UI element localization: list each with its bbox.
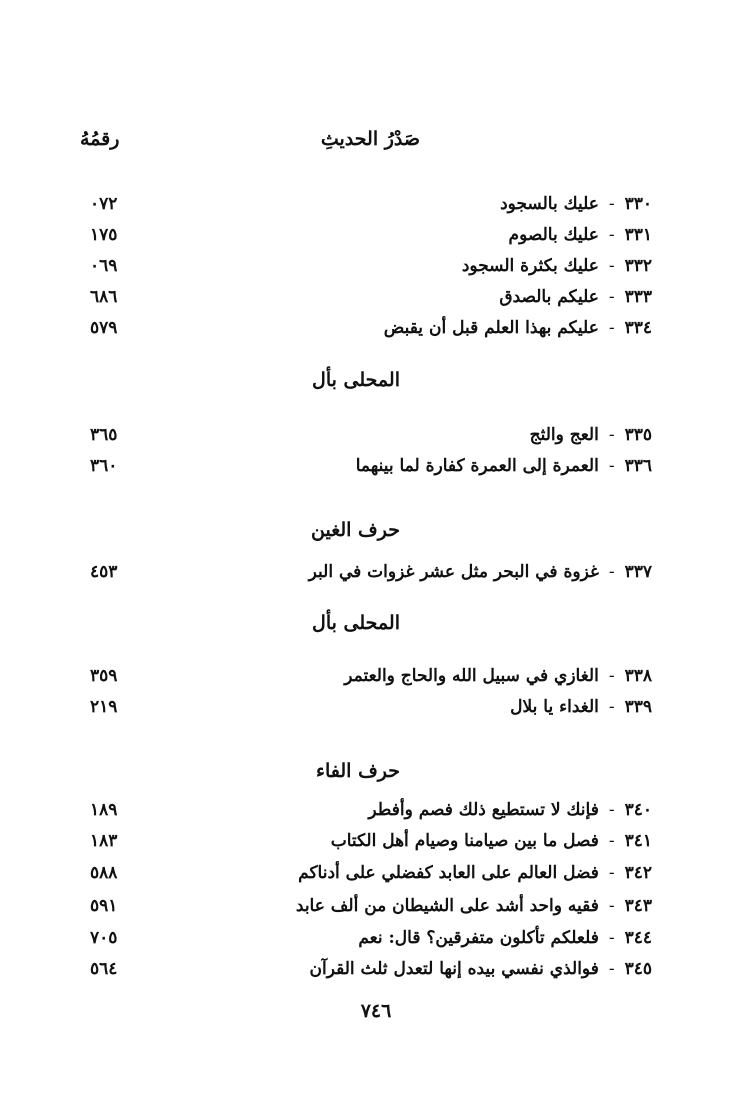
entry-title: الغازي في سبيل الله والحاج والعتمر xyxy=(344,666,599,686)
entry-text: ٣٣٩-الغداء يا بلال xyxy=(510,697,652,717)
index-row xyxy=(80,225,652,255)
entry-index: ٣٣٤ xyxy=(624,318,652,338)
entry-title: فقيه واحد أشد على الشيطان من ألف عابد xyxy=(295,896,599,916)
entry-index: ٣٤٢ xyxy=(624,863,652,883)
entry-index: ٣٤١ xyxy=(624,831,652,851)
entry-index: ٣٣١ xyxy=(624,225,652,245)
entry-text: ٣٣٤-عليكم بهذا العلم قبل أن يقبض xyxy=(383,318,652,338)
entry-text: ٣٤٢-فضل العالم على العابد كفضلي على أدناكم xyxy=(298,863,652,883)
entry-text: ٣٤٣-فقيه واحد أشد على الشيطان من ألف عابد xyxy=(295,896,652,916)
entry-text: ٣٣٢-عليك بكثرة السجود xyxy=(461,256,652,276)
entry-title: الغداء يا بلال xyxy=(510,697,599,717)
entry-index: ٣٣٦ xyxy=(624,456,652,476)
index-row xyxy=(80,863,652,893)
entry-page-number: ٣٦٥ xyxy=(90,425,118,445)
page-number: ٧٤٦ xyxy=(360,1000,392,1022)
entry-title: عليك بالسجود xyxy=(500,194,599,214)
section-heading: المحلى بأل xyxy=(312,369,400,391)
index-row xyxy=(80,456,652,486)
entry-index: ٣٣٥ xyxy=(624,425,652,445)
index-row xyxy=(80,256,652,286)
entry-text: ٣٤٥-فوالذي نفسي بيده إنها لتعدل ثلث القرآن xyxy=(309,959,652,979)
entry-text: ٣٤٤-فلعلكم تأكلون متفرقين؟ قال: نعم xyxy=(358,928,652,948)
entry-page-number: ٠٦٩ xyxy=(90,256,118,276)
entry-index: ٣٤٥ xyxy=(624,959,652,979)
entry-index: ٣٤٠ xyxy=(624,800,652,820)
entry-index: ٣٣٢ xyxy=(624,256,652,276)
entry-index: ٣٤٤ xyxy=(624,928,652,948)
entry-page-number: ٤٥٣ xyxy=(90,562,118,582)
index-row xyxy=(80,928,652,958)
index-row xyxy=(80,896,652,926)
entry-text: ٣٤٠-فإنك لا تستطيع ذلك فصم وأفطر xyxy=(368,800,652,820)
entry-page-number: ٧٠٥ xyxy=(90,928,118,948)
column-title-number: رقمُهُ xyxy=(80,128,120,150)
entry-page-number: ٦٨٦ xyxy=(90,287,118,307)
index-row xyxy=(80,800,652,830)
entry-page-number: ٥٦٤ xyxy=(90,959,118,979)
entry-title: عليك بالصوم xyxy=(508,225,599,245)
entry-index: ٣٣٠ xyxy=(624,194,652,214)
entry-index: ٣٣٩ xyxy=(624,697,652,717)
index-row xyxy=(80,831,652,861)
entry-title: فضل العالم على العابد كفضلي على أدناكم xyxy=(298,863,599,883)
entry-text: ٣٣١-عليك بالصوم xyxy=(508,225,652,245)
entry-title: عليكم بهذا العلم قبل أن يقبض xyxy=(383,318,599,338)
entry-title: فصل ما بين صيامنا وصيام أهل الكتاب xyxy=(330,831,599,851)
section-heading: المحلى بأل xyxy=(312,612,400,634)
entry-index: ٣٣٨ xyxy=(624,666,652,686)
entry-title: غزوة في البحر مثل عشر غزوات في البر xyxy=(308,562,599,582)
entry-index: ٣٣٣ xyxy=(624,287,652,307)
entry-title: العج والثج xyxy=(529,425,599,445)
entry-page-number: ١٨٩ xyxy=(90,800,118,820)
entry-page-number: ١٨٣ xyxy=(90,831,118,851)
entry-title: عليكم بالصدق xyxy=(499,287,599,307)
entry-page-number: ١٧٥ xyxy=(90,225,118,245)
entry-text: ٣٣٧-غزوة في البحر مثل عشر غزوات في البر xyxy=(308,562,652,582)
entry-text: ٣٣٦-العمرة إلى العمرة كفارة لما بينهما xyxy=(355,456,652,476)
entry-title: فلعلكم تأكلون متفرقين؟ قال: نعم xyxy=(358,928,599,948)
section-heading: حرف الغين xyxy=(311,519,400,541)
entry-text: ٣٣٣-عليكم بالصدق xyxy=(499,287,652,307)
entry-index: ٣٤٣ xyxy=(624,896,652,916)
index-row xyxy=(80,697,652,727)
index-row xyxy=(80,959,652,989)
index-row xyxy=(80,425,652,455)
entry-page-number: ٣٥٩ xyxy=(90,666,118,686)
entry-title: فإنك لا تستطيع ذلك فصم وأفطر xyxy=(368,800,599,820)
column-title-hadith: صَدْرُ الحديثِ xyxy=(320,128,420,150)
index-row xyxy=(80,287,652,317)
section-heading: حرف الفاء xyxy=(316,760,400,782)
index-row xyxy=(80,666,652,696)
entry-title: العمرة إلى العمرة كفارة لما بينهما xyxy=(355,456,599,476)
entry-text: ٣٤١-فصل ما بين صيامنا وصيام أهل الكتاب xyxy=(330,831,652,851)
index-row xyxy=(80,318,652,348)
entry-page-number: ٥٧٩ xyxy=(90,318,118,338)
entry-text: ٣٣٥-العج والثج xyxy=(529,425,652,445)
entry-page-number: ٣٦٠ xyxy=(90,456,118,476)
entry-text: ٣٣٨-الغازي في سبيل الله والحاج والعتمر xyxy=(344,666,652,686)
index-row xyxy=(80,562,652,592)
entry-index: ٣٣٧ xyxy=(624,562,652,582)
entry-title: عليك بكثرة السجود xyxy=(461,256,599,276)
entry-title: فوالذي نفسي بيده إنها لتعدل ثلث القرآن xyxy=(309,959,599,979)
entry-page-number: ٢١٩ xyxy=(90,697,118,717)
entry-page-number: ٥٨٨ xyxy=(90,863,118,883)
index-row xyxy=(80,194,652,224)
entry-text: ٣٣٠-عليك بالسجود xyxy=(500,194,652,214)
entry-page-number: ٠٧٢ xyxy=(90,194,118,214)
column-header xyxy=(80,128,652,158)
entry-page-number: ٥٩١ xyxy=(90,896,118,916)
